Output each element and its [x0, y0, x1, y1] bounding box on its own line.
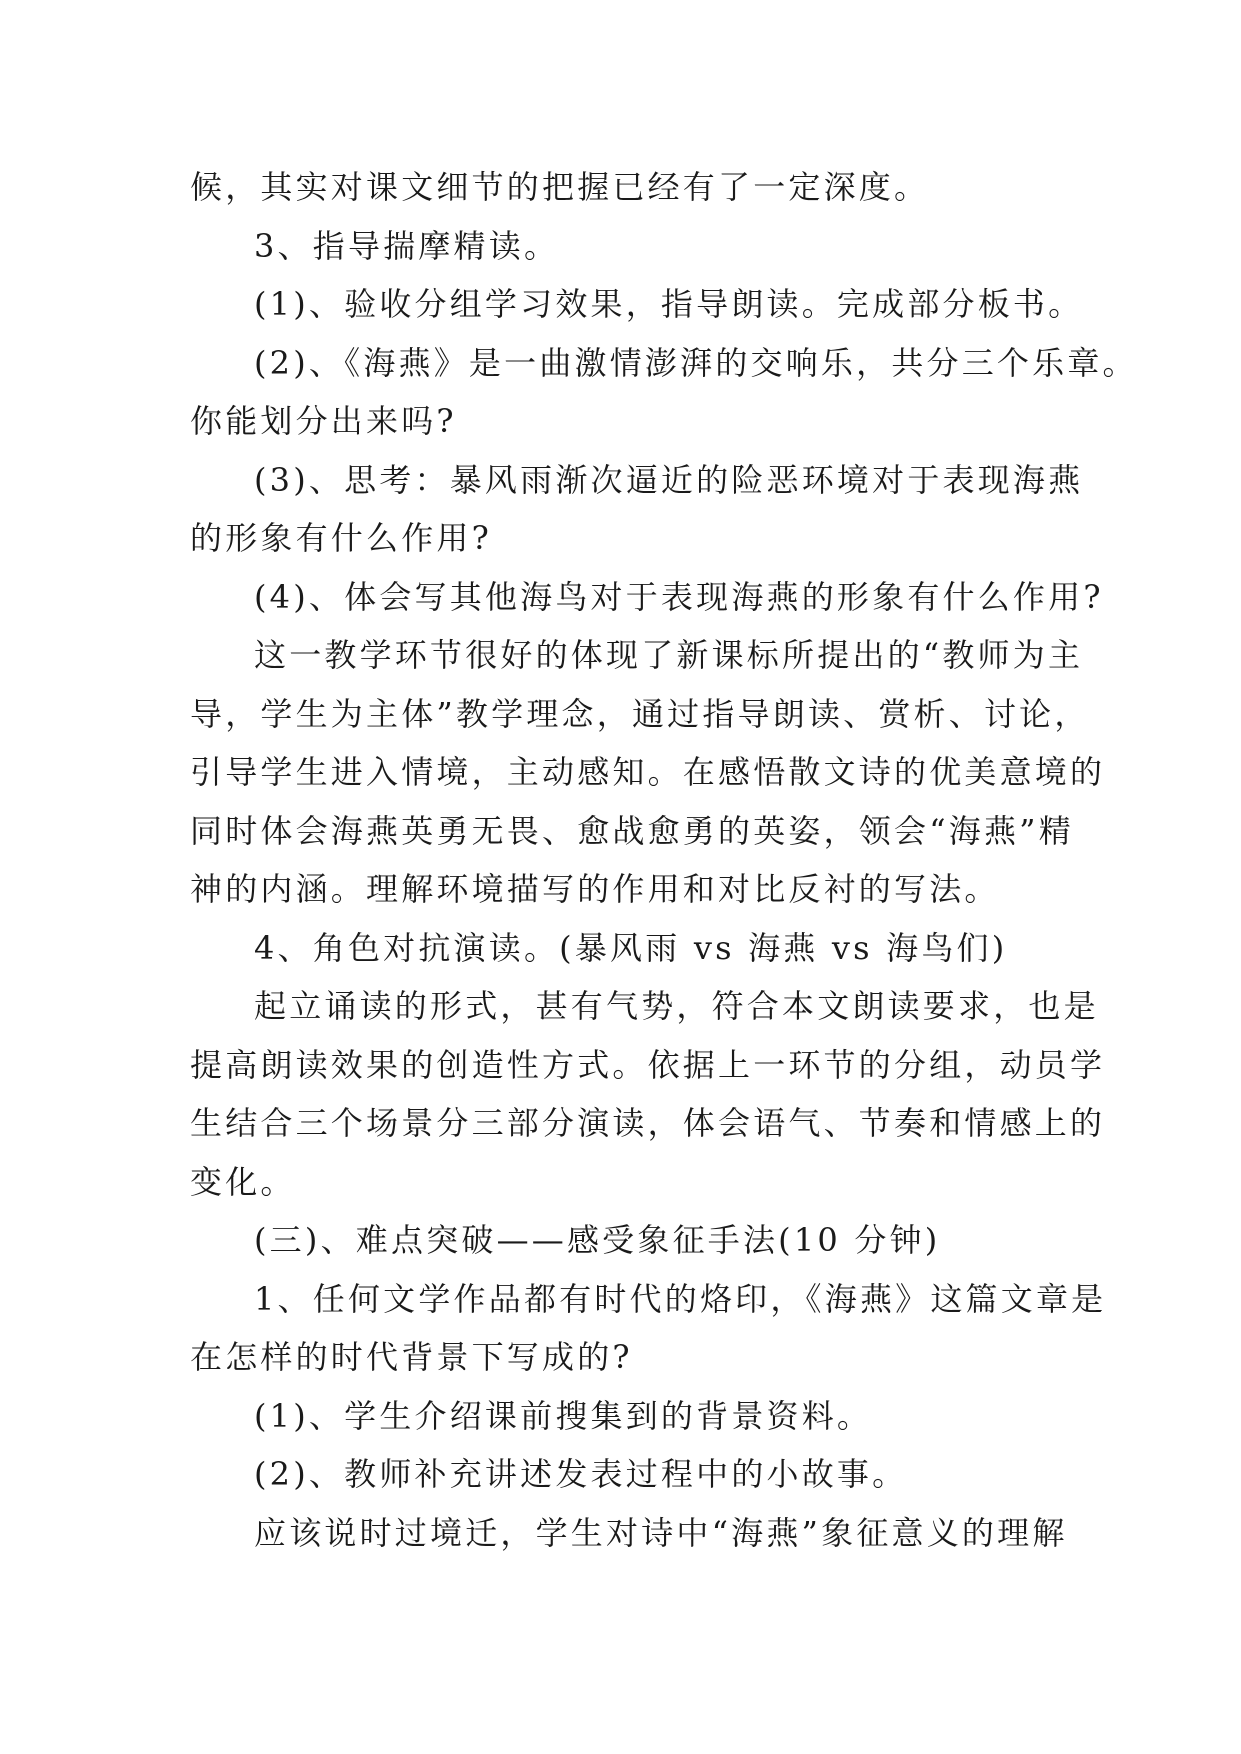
- text-line: 提高朗读效果的创造性方式。依据上一环节的分组，动员学: [190, 1045, 1106, 1084]
- text-line: (2)、教师补充讲述发表过程中的小故事。: [254, 1455, 908, 1493]
- text-line: (1)、学生介绍课前搜集到的背景资料。: [254, 1396, 873, 1435]
- text-line: 这一教学环节很好的体现了新课标所提出的“教师为主: [254, 636, 1084, 674]
- text-line: 你能划分出来吗?: [190, 402, 457, 440]
- text-line: 起立诵读的形式，甚有气势，符合本文朗读要求，也是: [254, 987, 1099, 1025]
- text-line: (1)、验收分组学习效果，指导朗读。完成部分板书。: [254, 285, 1084, 323]
- text-line: 同时体会海燕英勇无畏、愈战愈勇的英姿，领会“海燕”精: [190, 811, 1074, 850]
- text-line: 候，其实对课文细节的把握已经有了一定深度。: [190, 168, 930, 206]
- text-line: 应该说时过境迁，学生对诗中“海燕”象征意义的理解: [254, 1513, 1068, 1552]
- text-line: 3、指导揣摩精读。: [254, 226, 560, 265]
- text-line: 1、任何文学作品都有时代的烙印，《海燕》这篇文章是: [254, 1279, 1107, 1318]
- text-line: (三)、难点突破——感受象征手法(10 分钟): [254, 1221, 941, 1259]
- text-line: 生结合三个场景分三部分演读，体会语气、节奏和情感上的: [190, 1104, 1106, 1142]
- text-line: (3)、思考：暴风雨渐次逼近的险恶环境对于表现海燕: [254, 460, 1084, 499]
- text-line: 变化。: [190, 1162, 296, 1201]
- document-body: [190, 158, 1138, 1562]
- text-line: (2)、《海燕》是一曲激情澎湃的交响乐，共分三个乐章。: [254, 343, 1138, 382]
- text-line: 神的内涵。理解环境描写的作用和对比反衬的写法。: [190, 870, 1000, 908]
- text-line: 在怎样的时代背景下写成的?: [190, 1338, 633, 1376]
- text-line: (4)、体会写其他海鸟对于表现海燕的形象有什么作用?: [254, 577, 1104, 616]
- text-line: 的形象有什么作用?: [190, 519, 492, 557]
- text-line: 引导学生进入情境，主动感知。在感悟散文诗的优美意境的: [190, 753, 1106, 791]
- text-line: 导，学生为主体”教学理念，通过指导朗读、赏析、讨论，: [190, 694, 1090, 733]
- text-line: 4、角色对抗演读。(暴风雨 vs 海燕 vs 海鸟们): [254, 928, 1008, 967]
